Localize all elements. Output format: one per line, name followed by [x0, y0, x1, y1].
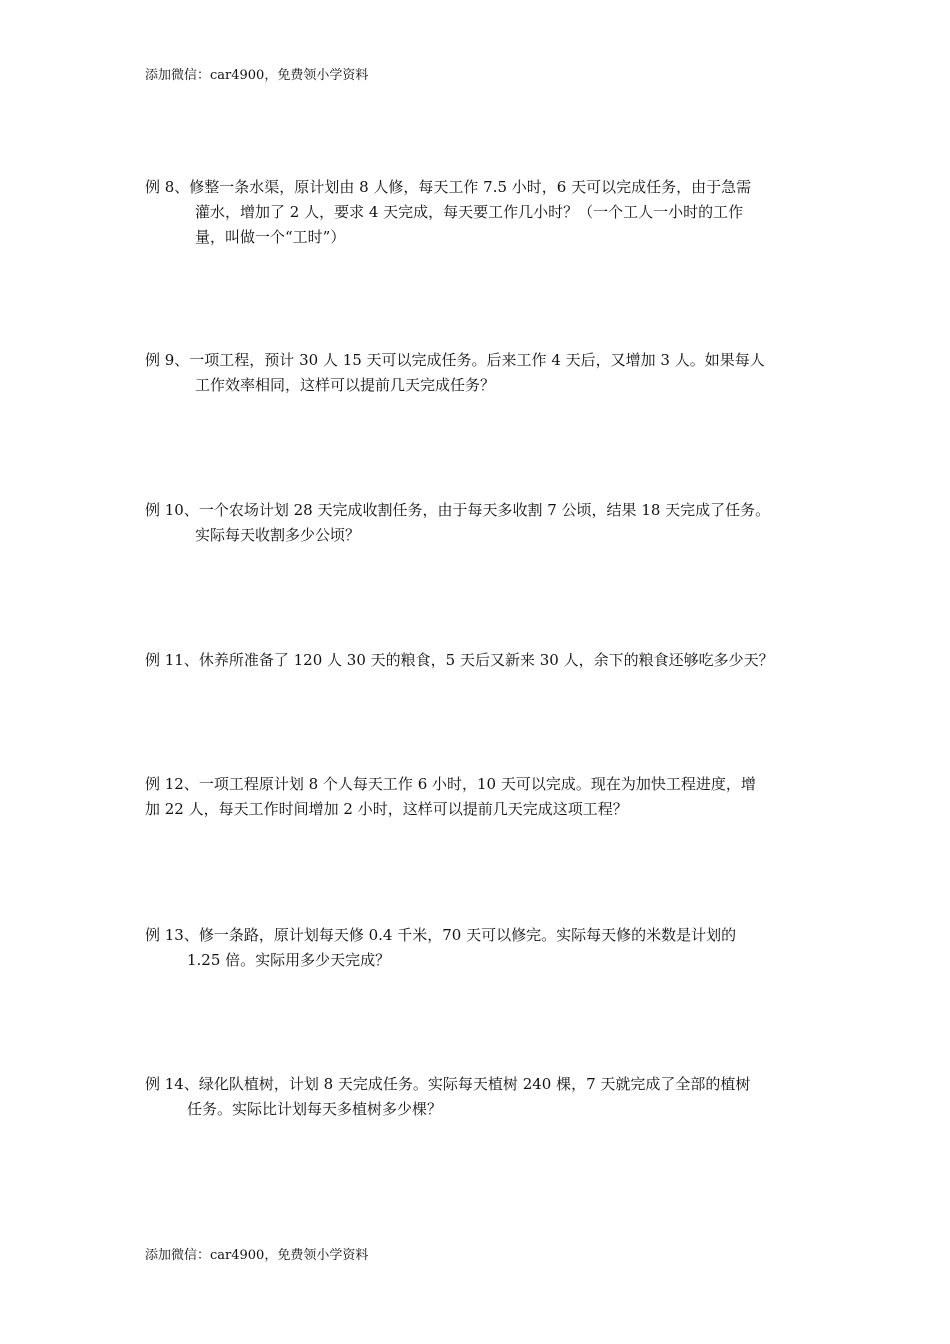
page-footer: 添加微信：car4900，免费领小学资料 [145, 1248, 369, 1263]
problem-14-line-1: 例 14、绿化队植树，计划 8 天完成任务。实际每天植树 240 棵，7 天就完成了全部的植树 [145, 1075, 751, 1093]
problem-8-line-1: 例 8、修整一条水渠，原计划由 8 人修，每天工作 7.5 小时，6 天可以完成任务，由于急需 [145, 178, 752, 196]
problem-13-line-2: 1.25 倍。实际用多少天完成？ [187, 951, 391, 969]
problem-9 [145, 348, 825, 398]
problem-13 [145, 923, 825, 973]
problem-8-line-3: 量，叫做一个“工时”） [195, 228, 346, 246]
problem-8 [145, 175, 825, 250]
page-header: 添加微信：car4900，免费领小学资料 [145, 68, 369, 83]
problem-9-line-1: 例 9、一项工程，预计 30 人 15 天可以完成任务。后来工作 4 天后，又增加 3 人。如果每人 [145, 351, 765, 369]
problem-11 [145, 648, 825, 673]
problem-9-line-2: 工作效率相同，这样可以提前几天完成任务？ [195, 376, 496, 394]
problem-11-line-1: 例 11、休养所准备了 120 人 30 天的粮食，5 天后又新来 30 人，余下的粮食还够吃多少天？ [145, 651, 774, 669]
problem-10-line-2: 实际每天收割多少公顷？ [195, 526, 361, 544]
problem-12 [145, 772, 825, 822]
problem-10 [145, 498, 825, 548]
problem-14-line-2: 任务。实际比计划每天多植树多少棵？ [187, 1100, 443, 1118]
problem-13-line-1: 例 13、修一条路，原计划每天修 0.4 千米，70 天可以修完。实际每天修的米数是计划的 [145, 926, 737, 944]
problem-12-line-2: 加 22 人，每天工作时间增加 2 小时，这样可以提前几天完成这项工程？ [145, 800, 628, 818]
problem-14 [145, 1072, 825, 1122]
problem-10-line-1: 例 10、一个农场计划 28 天完成收割任务，由于每天多收割 7 公顷，结果 18 天完成了任务。 [145, 501, 771, 519]
problem-8-line-2: 灌水，增加了 2 人，要求 4 天完成，每天要工作几小时？（一个工人一小时的工作 [195, 203, 744, 221]
problem-12-line-1: 例 12、一项工程原计划 8 个人每天工作 6 小时，10 天可以完成。现在为加快工程进度，增 [145, 775, 756, 793]
